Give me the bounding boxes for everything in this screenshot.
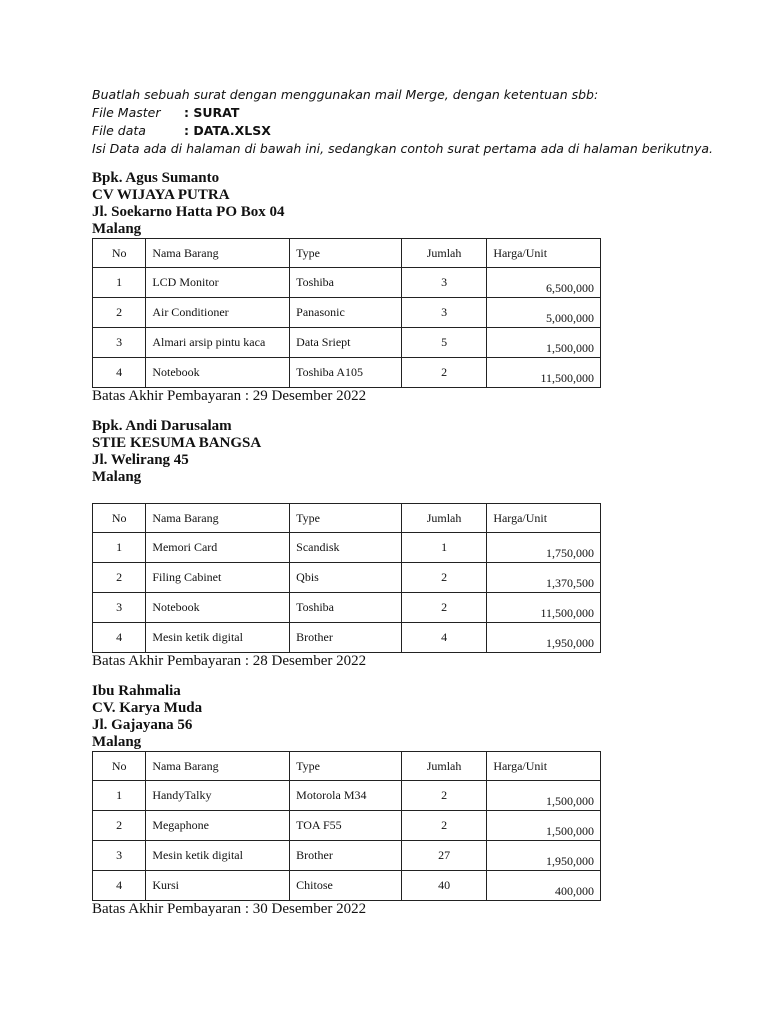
cell-jumlah: 2 [401, 781, 487, 811]
file-data-row [92, 122, 732, 140]
header-no: No [93, 504, 146, 533]
cell-harga-unit: 1,370,500 [487, 563, 601, 593]
cell-nama-barang: Notebook [146, 358, 290, 388]
cell-harga-unit: 1,750,000 [487, 533, 601, 563]
cell-harga-unit: 400,000 [487, 871, 601, 901]
recipient-street: Jl. Soekarno Hatta PO Box 04 [92, 204, 285, 220]
cell-type: TOA F55 [290, 811, 402, 841]
cell-no: 2 [93, 298, 146, 328]
cell-no: 2 [93, 563, 146, 593]
cell-type: Qbis [290, 563, 402, 593]
cell-nama-barang: Almari arsip pintu kaca [146, 328, 290, 358]
cell-jumlah: 3 [401, 268, 487, 298]
header-type: Type [290, 752, 402, 781]
cell-type: Motorola M34 [290, 781, 402, 811]
table-row [93, 811, 601, 841]
cell-jumlah: 5 [401, 328, 487, 358]
table-row [93, 563, 601, 593]
cell-jumlah: 3 [401, 298, 487, 328]
letter-block [92, 418, 602, 670]
file-data-label: File data [92, 123, 146, 138]
table-header-row [93, 752, 601, 781]
cell-no: 4 [93, 623, 146, 653]
instruction-line: Buatlah sebuah surat dengan menggunakan mail Merge, dengan ketentuan sbb: [92, 87, 599, 102]
cell-type: Brother [290, 841, 402, 871]
cell-type: Brother [290, 623, 402, 653]
cell-type: Panasonic [290, 298, 402, 328]
cell-harga-unit: 1,950,000 [487, 841, 601, 871]
cell-no: 3 [93, 593, 146, 623]
cell-nama-barang: LCD Monitor [146, 268, 290, 298]
file-master-row [92, 104, 732, 122]
cell-harga-unit: 1,500,000 [487, 811, 601, 841]
header-nama-barang: Nama Barang [146, 239, 290, 268]
cell-type: Toshiba A105 [290, 358, 402, 388]
cell-jumlah: 2 [401, 563, 487, 593]
recipient-city: Malang [92, 221, 142, 237]
recipient-address [92, 418, 602, 486]
recipient-address [92, 170, 602, 238]
header-nama-barang: Nama Barang [146, 504, 290, 533]
payment-deadline: Batas Akhir Pembayaran : 29 Desember 2022 [92, 388, 367, 404]
header-nama-barang: Nama Barang [146, 752, 290, 781]
items-table [92, 503, 601, 653]
letter-block [92, 683, 602, 918]
cell-nama-barang: Mesin ketik digital [146, 841, 290, 871]
cell-nama-barang: Filing Cabinet [146, 563, 290, 593]
cell-harga-unit: 11,500,000 [487, 593, 601, 623]
items-table [92, 751, 601, 901]
recipient-company: STIE KESUMA BANGSA [92, 435, 262, 451]
cell-nama-barang: Memori Card [146, 533, 290, 563]
instruction-note: Isi Data ada di halaman di bawah ini, sedangkan contoh surat pertama ada di halaman berikutnya. [92, 141, 713, 156]
cell-type: Chitose [290, 871, 402, 901]
cell-harga-unit: 6,500,000 [487, 268, 601, 298]
header-jumlah: Jumlah [401, 752, 487, 781]
table-row [93, 781, 601, 811]
cell-no: 1 [93, 533, 146, 563]
table-row [93, 268, 601, 298]
table-header-row [93, 239, 601, 268]
cell-nama-barang: Megaphone [146, 811, 290, 841]
cell-harga-unit: 1,950,000 [487, 623, 601, 653]
cell-nama-barang: Air Conditioner [146, 298, 290, 328]
recipient-name: Ibu Rahmalia [92, 683, 181, 699]
cell-harga-unit: 1,500,000 [487, 328, 601, 358]
instructions [92, 86, 732, 158]
recipient-street: Jl. Welirang 45 [92, 452, 189, 468]
header-type: Type [290, 504, 402, 533]
table-header-row [93, 504, 601, 533]
header-harga-unit: Harga/Unit [487, 239, 601, 268]
header-jumlah: Jumlah [401, 504, 487, 533]
table-row [93, 841, 601, 871]
recipient-city: Malang [92, 734, 142, 750]
items-table [92, 238, 601, 388]
cell-nama-barang: Notebook [146, 593, 290, 623]
cell-jumlah: 1 [401, 533, 487, 563]
header-no: No [93, 239, 146, 268]
cell-no: 1 [93, 781, 146, 811]
cell-type: Data Sriept [290, 328, 402, 358]
cell-harga-unit: 5,000,000 [487, 298, 601, 328]
recipient-name: Bpk. Agus Sumanto [92, 170, 220, 186]
cell-nama-barang: Mesin ketik digital [146, 623, 290, 653]
recipient-company: CV. Karya Muda [92, 700, 203, 716]
cell-type: Toshiba [290, 593, 402, 623]
table-row [93, 623, 601, 653]
cell-harga-unit: 11,500,000 [487, 358, 601, 388]
recipient-street: Jl. Gajayana 56 [92, 717, 193, 733]
cell-no: 2 [93, 811, 146, 841]
table-row [93, 871, 601, 901]
cell-type: Scandisk [290, 533, 402, 563]
header-jumlah: Jumlah [401, 239, 487, 268]
table-row [93, 328, 601, 358]
cell-jumlah: 27 [401, 841, 487, 871]
table-row [93, 533, 601, 563]
file-master-value: : SURAT [184, 105, 240, 120]
file-data-value: : DATA.XLSX [184, 123, 271, 138]
cell-jumlah: 40 [401, 871, 487, 901]
cell-no: 4 [93, 358, 146, 388]
cell-nama-barang: Kursi [146, 871, 290, 901]
letter-block [92, 170, 602, 405]
cell-no: 3 [93, 841, 146, 871]
cell-harga-unit: 1,500,000 [487, 781, 601, 811]
table-row [93, 358, 601, 388]
cell-jumlah: 2 [401, 811, 487, 841]
payment-deadline: Batas Akhir Pembayaran : 28 Desember 2022 [92, 653, 367, 669]
header-harga-unit: Harga/Unit [487, 752, 601, 781]
recipient-company: CV WIJAYA PUTRA [92, 187, 230, 203]
header-type: Type [290, 239, 402, 268]
cell-type: Toshiba [290, 268, 402, 298]
cell-no: 4 [93, 871, 146, 901]
header-harga-unit: Harga/Unit [487, 504, 601, 533]
cell-no: 3 [93, 328, 146, 358]
cell-nama-barang: HandyTalky [146, 781, 290, 811]
payment-deadline: Batas Akhir Pembayaran : 30 Desember 2022 [92, 901, 367, 917]
cell-jumlah: 4 [401, 623, 487, 653]
recipient-city: Malang [92, 469, 142, 485]
table-row [93, 298, 601, 328]
file-master-label: File Master [92, 105, 161, 120]
cell-jumlah: 2 [401, 358, 487, 388]
cell-jumlah: 2 [401, 593, 487, 623]
header-no: No [93, 752, 146, 781]
table-row [93, 593, 601, 623]
cell-no: 1 [93, 268, 146, 298]
recipient-address [92, 683, 602, 751]
recipient-name: Bpk. Andi Darusalam [92, 418, 232, 434]
